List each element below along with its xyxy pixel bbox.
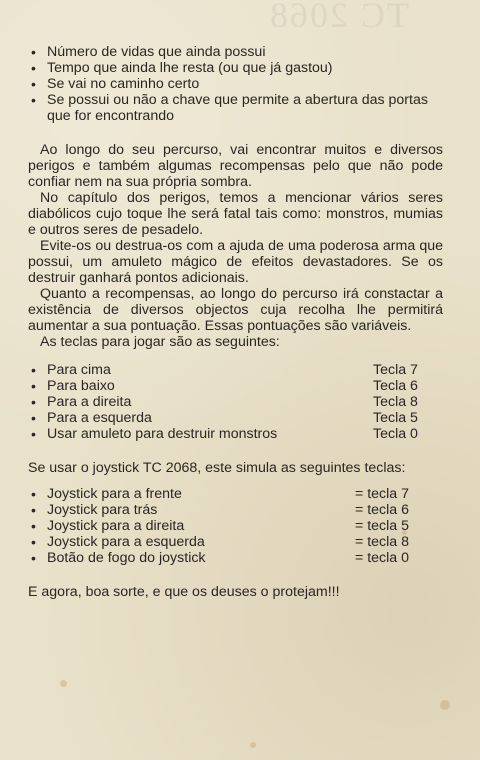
paper-stain	[60, 680, 67, 687]
paragraph-journey: Ao longo do seu percurso, vai encontrar muitos e diversos perigos e também algumas recompensas pelo que não pode confiar nem na sua própria sombra.	[28, 142, 443, 190]
paragraph-dangers: No capítulo dos perigos, temos a mencionar vários seres diabólicos cujo toque lhe será fatal tais como: monstros, mumias e outros seres de pesadelo.	[28, 190, 443, 238]
list-item: • Joystick para a direita = tecla 5	[28, 518, 443, 534]
list-item: • Se vai no caminho certo	[28, 76, 443, 92]
manual-text	[28, 44, 443, 600]
list-item: • Se possui ou não a chave que permite a abertura das portas que for encontrando	[28, 92, 443, 124]
paper-stain	[440, 700, 450, 710]
list-item: • Joystick para a frente = tecla 7	[28, 486, 443, 502]
list-item: • Para cima Tecla 7	[28, 362, 443, 378]
keys-list	[28, 362, 443, 442]
list-item: • Número de vidas que ainda possui	[28, 44, 443, 60]
list-item: • Botão de fogo do joystick = tecla 0	[28, 550, 443, 566]
list-item: • Usar amuleto para destruir monstros Tecla 0	[28, 426, 443, 442]
paragraph-amulet: Evite-os ou destrua-os com a ajuda de uma poderosa arma que possui, um amuleto mágico de efeitos devastadores. Se os destruir ganhará pontos adicionais.	[28, 238, 443, 286]
joystick-list	[28, 486, 443, 566]
list-item: • Joystick para a esquerda = tecla 8	[28, 534, 443, 550]
list-item: • Joystick para trás = tecla 6	[28, 502, 443, 518]
list-item: • Para a direita Tecla 8	[28, 394, 443, 410]
paragraph-joystick-intro: Se usar o joystick TC 2068, este simula as seguintes teclas:	[28, 460, 406, 476]
watermark-text: TC 2068	[268, 0, 410, 35]
status-list	[28, 44, 443, 124]
list-item: • Tempo que ainda lhe resta (ou que já gastou)	[28, 60, 443, 76]
paragraph-rewards: Quanto a recompensas, ao longo do percurso irá constactar a existência de diversos objectos cuja recolha lhe permitirá aumentar a sua pontuação. Essas pontuações são variáveis.	[28, 286, 443, 334]
paper-stain	[250, 742, 256, 748]
paragraph-keys-intro: As teclas para jogar são as seguintes:	[40, 334, 280, 350]
list-item: • Para a esquerda Tecla 5	[28, 410, 443, 426]
closing-line: E agora, boa sorte, e que os deuses o protejam!!!	[28, 584, 340, 600]
list-item: • Para baixo Tecla 6	[28, 378, 443, 394]
